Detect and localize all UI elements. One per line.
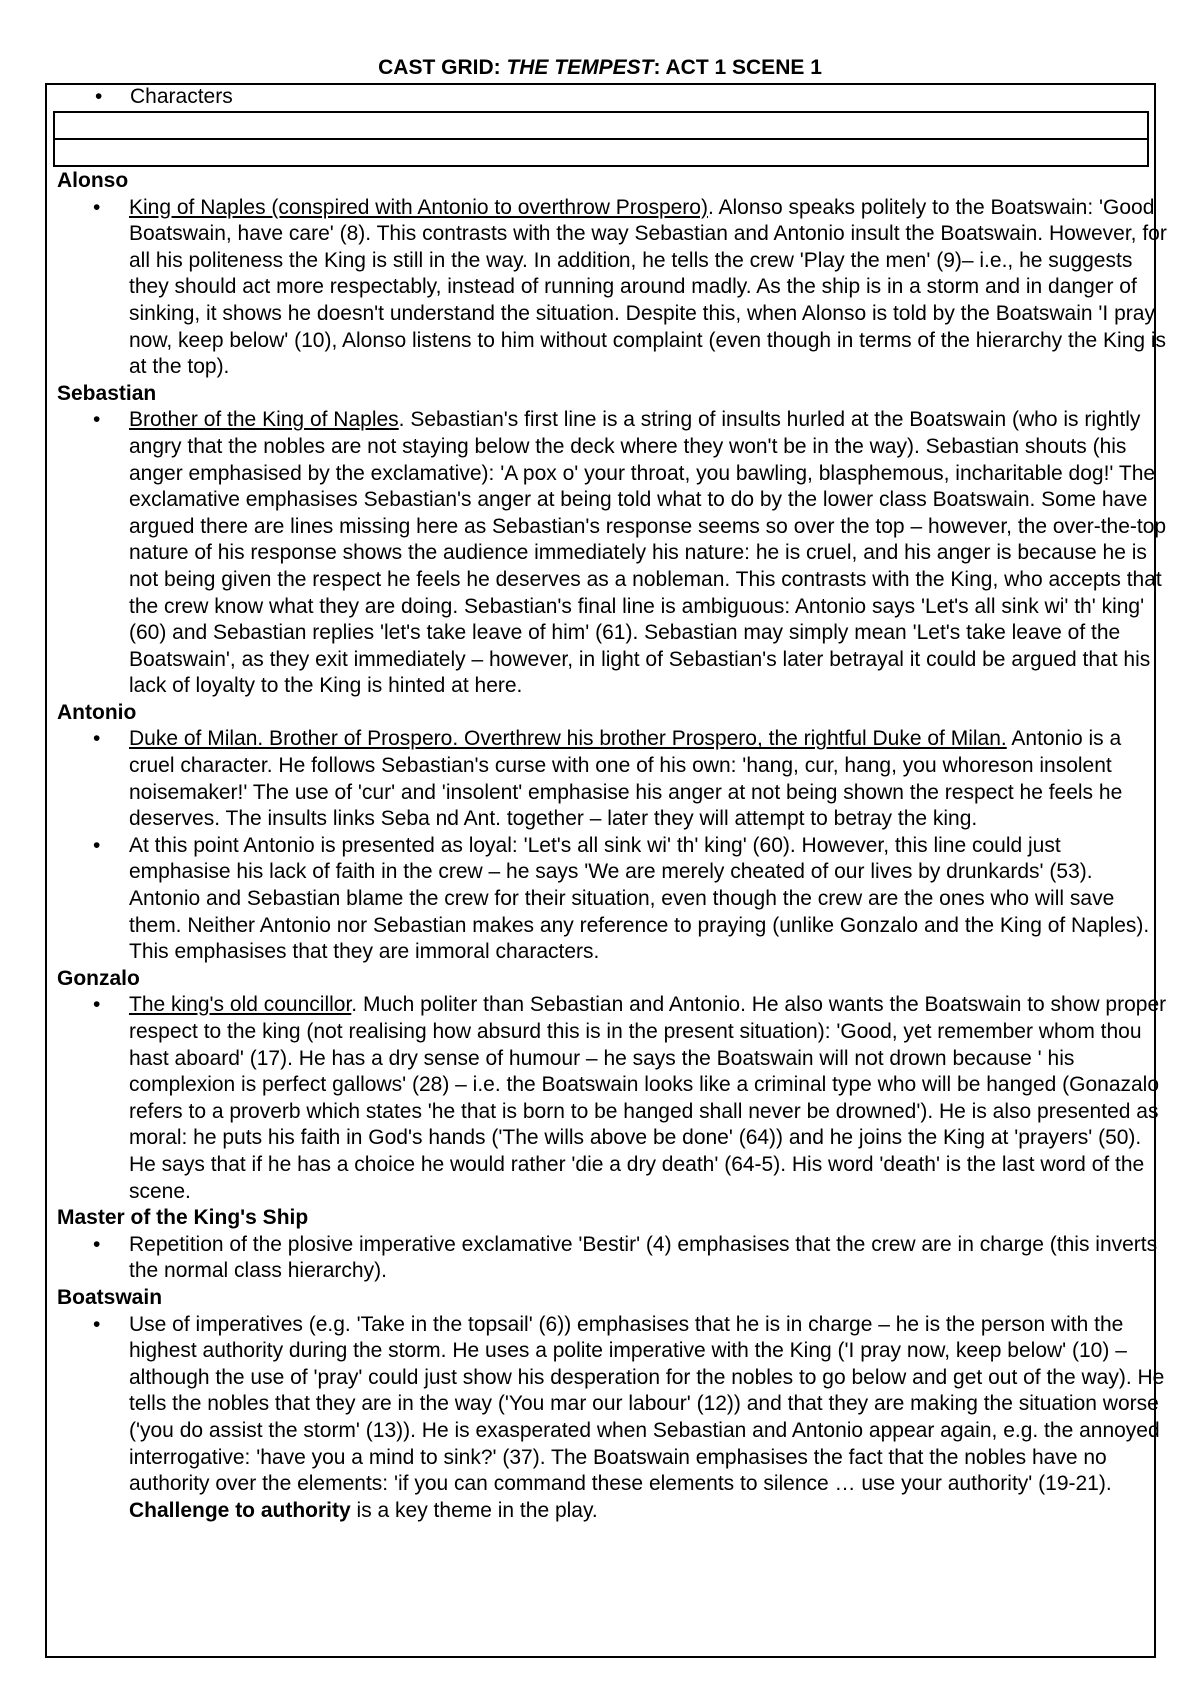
character-note bbox=[57, 833, 1167, 966]
character-note bbox=[57, 407, 1167, 700]
character-role: King of Naples (conspired with Antonio to overthrow Prospero) bbox=[129, 195, 708, 219]
bullet-icon: • bbox=[93, 993, 101, 1017]
empty-grid-row bbox=[53, 138, 1149, 167]
section-sebastian bbox=[57, 381, 1187, 700]
character-role: Duke of Milan. Brother of Prospero. Overthrew his brother Prospero, the rightful Duke of Milan. bbox=[129, 727, 1007, 751]
note-text: . Sebastian's first line is a string of insults hurled at the Boatswain (who is rightly angry that the nobles are not staying below the deck where they won't be in the way). Sebastian shouts (his anger emphasised by the exclamative): 'A pox o' your throat, you bawling, blasphemous, incharitable dog!' The exclamative emphasises Sebastian's anger at being told what to do by the lower class Boatswain. Some have argued there are lines missing here as Sebastian's response seems so over the top – however, the over-the-top nature of his response shows the audience immediately his nature: he is cruel, and his anger is because he is not being given the respect he feels he deserves as a nobleman. This contrasts with the King, who accepts that the crew know what they are doing. Sebastian's final line is ambiguous: Antonio says 'Let's all sink wi' th' king' (60) and Sebastian replies 'let's take leave of him' (61). Sebastian may simply mean 'Let's take leave of the Boatswain', as they exit immediately – however, in light of Sebastian's later betrayal it could be argued that his lack of loyalty to the King is hinted at here. bbox=[129, 408, 1167, 698]
note-text: . Alonso speaks politely to the Boatswain: 'Good Boatswain, have care' (8). This contrasts with the way Sebastian and Antonio insult the Boatswain. However, for all his politeness the King is still in the way. In addition, he tells the crew 'Play the men' (9)– i.e., he suggests they should act more respectably, instead of running around madly. As the ship is in a storm and in danger of sinking, it shows he doesn't understand the situation. Despite this, when Alonso is told by the Boatswain 'I pray now, keep below' (10), Alonso listens to him without complaint (even though in terms of the hierarchy the King is at the top). bbox=[129, 195, 1167, 379]
character-note bbox=[57, 1312, 1167, 1525]
empty-grid-row bbox=[53, 111, 1149, 140]
character-name: Antonio bbox=[57, 700, 137, 724]
character-note bbox=[57, 195, 1167, 381]
character-name: Sebastian bbox=[57, 381, 157, 405]
key-theme: Challenge to authority bbox=[129, 1498, 351, 1522]
bullet-icon: • bbox=[93, 195, 101, 219]
character-name: Boatswain bbox=[57, 1285, 163, 1309]
section-antonio bbox=[57, 700, 1187, 966]
bullet-icon: • bbox=[93, 833, 101, 857]
character-name: Master of the King's Ship bbox=[57, 1206, 309, 1230]
character-role: Brother of the King of Naples bbox=[129, 408, 399, 432]
note-text: Repetition of the plosive imperative exclamative 'Bestir' (4) emphasises that the crew are in charge (this inverts the normal class hierarchy). bbox=[129, 1232, 1158, 1283]
bullet-icon: • bbox=[93, 408, 101, 432]
section-boatswain bbox=[57, 1285, 1187, 1524]
bullet-icon: • bbox=[93, 1232, 101, 1256]
page-title: CAST GRID: THE TEMPEST: ACT 1 SCENE 1 bbox=[378, 56, 822, 79]
note-text: At this point Antonio is presented as loyal: 'Let's all sink wi' th' king' (60). However, this line could just emphasise his lack of faith in the crew – he says 'We are merely cheated of our lives by drunkards' (53). Antonio and Sebastian blame the crew for their situation, even though the crew are the ones who will save them. Neither Antonio nor Sebastian makes any reference to praying (unlike Gonzalo and the King of Naples). This emphasises that they are immoral characters. bbox=[129, 833, 1150, 964]
bullet-icon: • bbox=[93, 727, 101, 751]
characters-label: Characters bbox=[130, 85, 233, 108]
section-alonso bbox=[57, 168, 1187, 381]
bullet-icon: • bbox=[93, 1312, 101, 1336]
note-text: Use of imperatives (e.g. 'Take in the topsail' (6)) emphasises that he is in charge – he is the person with the highest authority during the storm. He uses a polite imperative with the King ('I pray now, keep below' (10) – although the use of 'pray' could just show his desperation for the nobles to go below and get out of the way). He tells the nobles that they are in the way ('You mar our labour' (12)) and that they are making the situation worse ('you do assist the storm' (13)). He is exasperated when Sebastian and Antonio appear again, e.g. the annoyed interrogative: 'have you a mind to sink?' (37). The Boatswain emphasises the fact that the nobles have no authority over the elements: 'if you can command these elements to silence … use your authority' (19-21). bbox=[129, 1312, 1165, 1496]
character-name: Gonzalo bbox=[57, 966, 140, 990]
note-text: is a key theme in the play. bbox=[350, 1498, 598, 1522]
character-note bbox=[57, 992, 1167, 1205]
note-text: Antonio is a cruel character. He follows Sebastian's curse with one of his own: 'hang, cur, hang, you whoreson insolent noisemaker!' The use of 'cur' and 'insolent' emphasise his anger at not being shown the respect he feels he deserves. The insults links Seba nd Ant. together – later they will attempt to betray the king. bbox=[129, 727, 1123, 831]
section-master bbox=[57, 1205, 1187, 1285]
character-role: The king's old councillor bbox=[129, 993, 352, 1017]
section-gonzalo bbox=[57, 966, 1187, 1205]
character-notes bbox=[57, 168, 1187, 1524]
note-text: . Much politer than Sebastian and Antonio. He also wants the Boatswain to show proper respect to the king (not realising how absurd this is in the present situation): 'Good, yet remember whom thou hast aboard' (17). He has a dry sense of humour – he says the Boatswain will not drown because ' his complexion is perfect gallows' (28) – i.e. the Boatswain looks like a criminal type who will be hanged (Gonazalo refers to a proverb which states 'he that is born to be hanged shall never be drowned'). He is also presented as moral: he puts his faith in God's hands ('The wills above be done' (64)) and he joins the King at 'prayers' (50). He says that if he has a choice he would rather 'die a dry death' (64-5). His word 'death' is the last word of the scene. bbox=[129, 993, 1167, 1203]
bullet-icon: • bbox=[95, 85, 103, 108]
character-note bbox=[57, 726, 1167, 832]
character-name: Alonso bbox=[57, 169, 129, 192]
character-note bbox=[57, 1232, 1167, 1285]
